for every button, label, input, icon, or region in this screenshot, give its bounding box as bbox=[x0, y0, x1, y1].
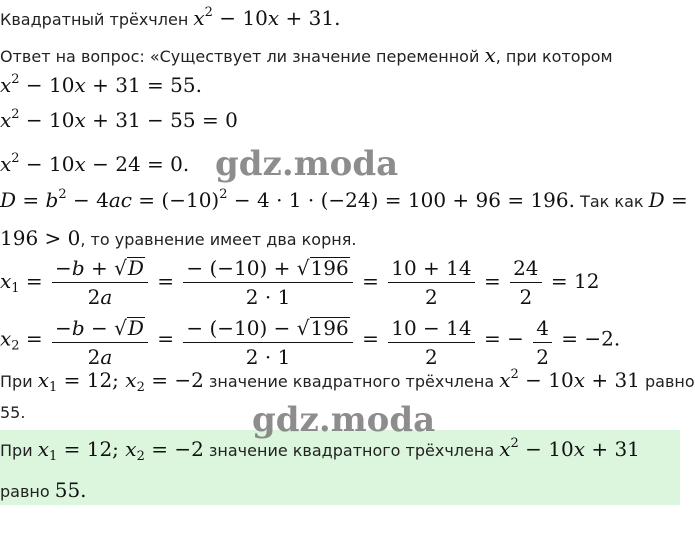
conclusion-formula: $x^2 - 10x + 31$ bbox=[499, 367, 640, 392]
answer-tail-line bbox=[0, 478, 87, 502]
answer-value: 55. bbox=[54, 478, 87, 502]
fraction: $\frac{- (-10) + √196}{2 \cdot 1}$ bbox=[183, 256, 352, 309]
answer-value-text: значение квадратного трёхчлена bbox=[208, 441, 495, 460]
answer-pri: При bbox=[0, 441, 33, 460]
conclusion-roots: $x_1 = 12$; $x_2 = -2$ bbox=[37, 368, 204, 395]
watermark-top: gdz.moda bbox=[215, 144, 399, 184]
intro-formula: $x^2 - 10x + 31$. bbox=[193, 5, 341, 30]
root-x1-formula: $x_1$ = $\frac{-b + √D}{2a}$ = $\frac{- (-10) + √196}{2 \cdot 1}$ = $\frac{10 + 14}{2}$ = $\frac{24}{2}$ = 12 bbox=[0, 256, 600, 309]
discriminant-line bbox=[0, 188, 688, 212]
conclusion-pri: При bbox=[0, 372, 33, 391]
fraction: $\frac{10 + 14}{2}$ bbox=[388, 256, 474, 309]
equation-2: $x^2 - 10x + 31 - 55 = 0$ bbox=[0, 107, 238, 132]
conclusion-tail: 55. bbox=[0, 403, 26, 422]
conclusion-line bbox=[0, 367, 695, 395]
fraction: $\frac{-b - √D}{2a}$ bbox=[52, 316, 148, 364]
equation-1: $x^2 - 10x + 31 = 55$. bbox=[0, 72, 202, 97]
intro-text: Квадратный трёхчлен bbox=[0, 10, 189, 29]
intro-line bbox=[0, 6, 340, 30]
question-tail: , при котором bbox=[495, 47, 613, 66]
two-roots-text: , то уравнение имеет два корня. bbox=[80, 230, 357, 249]
answer-formula: $x^2 - 10x + 31$ bbox=[499, 436, 640, 461]
answer-roots: $x_1 = 12$; $x_2 = -2$ bbox=[37, 437, 204, 464]
conclusion-ravno: равно bbox=[645, 372, 695, 391]
question-line bbox=[0, 43, 613, 67]
fraction: $\frac{4}{2}$ bbox=[533, 316, 552, 364]
since-text: Так как bbox=[580, 192, 644, 211]
conclusion-value-text: значение квадратного трёхчлена bbox=[208, 372, 495, 391]
answer-ravno: равно bbox=[0, 482, 50, 501]
question-text: Ответ на вопрос: «Существует ли значение переменной bbox=[0, 47, 480, 66]
fraction: $\frac{- (-10) - √196}{2 \cdot 1}$ bbox=[183, 316, 352, 364]
conclusion-tail-line bbox=[0, 403, 25, 422]
answer-line bbox=[0, 436, 640, 464]
root-x2-formula: $x_2$ = $\frac{-b - √D}{2a}$ = $\frac{- (-10) - √196}{2 \cdot 1}$ = $\frac{10 - 14}{2}$ = − $\frac{4}{2}$ = −2. bbox=[0, 316, 621, 369]
discriminant-formula: $D = b^2 - 4ac = (-10)^2 - 4 \cdot 1 \cdot (-24) = 100 + 96 = 196$. bbox=[0, 187, 575, 212]
discriminant-positive: 196 > 0 bbox=[0, 226, 81, 250]
question-variable: x bbox=[484, 43, 496, 67]
equation-3: $x^2 - 10x - 24 = 0$. bbox=[0, 151, 190, 176]
fraction: $\frac{10 - 14}{2}$ bbox=[388, 316, 474, 364]
discriminant-d: D = bbox=[648, 188, 688, 212]
fraction: $\frac{24}{2}$ bbox=[510, 256, 541, 309]
watermark-bottom: gdz.moda bbox=[252, 400, 436, 440]
fraction: $\frac{-b + √D}{2a}$ bbox=[52, 256, 148, 309]
roots-count-line bbox=[0, 226, 356, 250]
